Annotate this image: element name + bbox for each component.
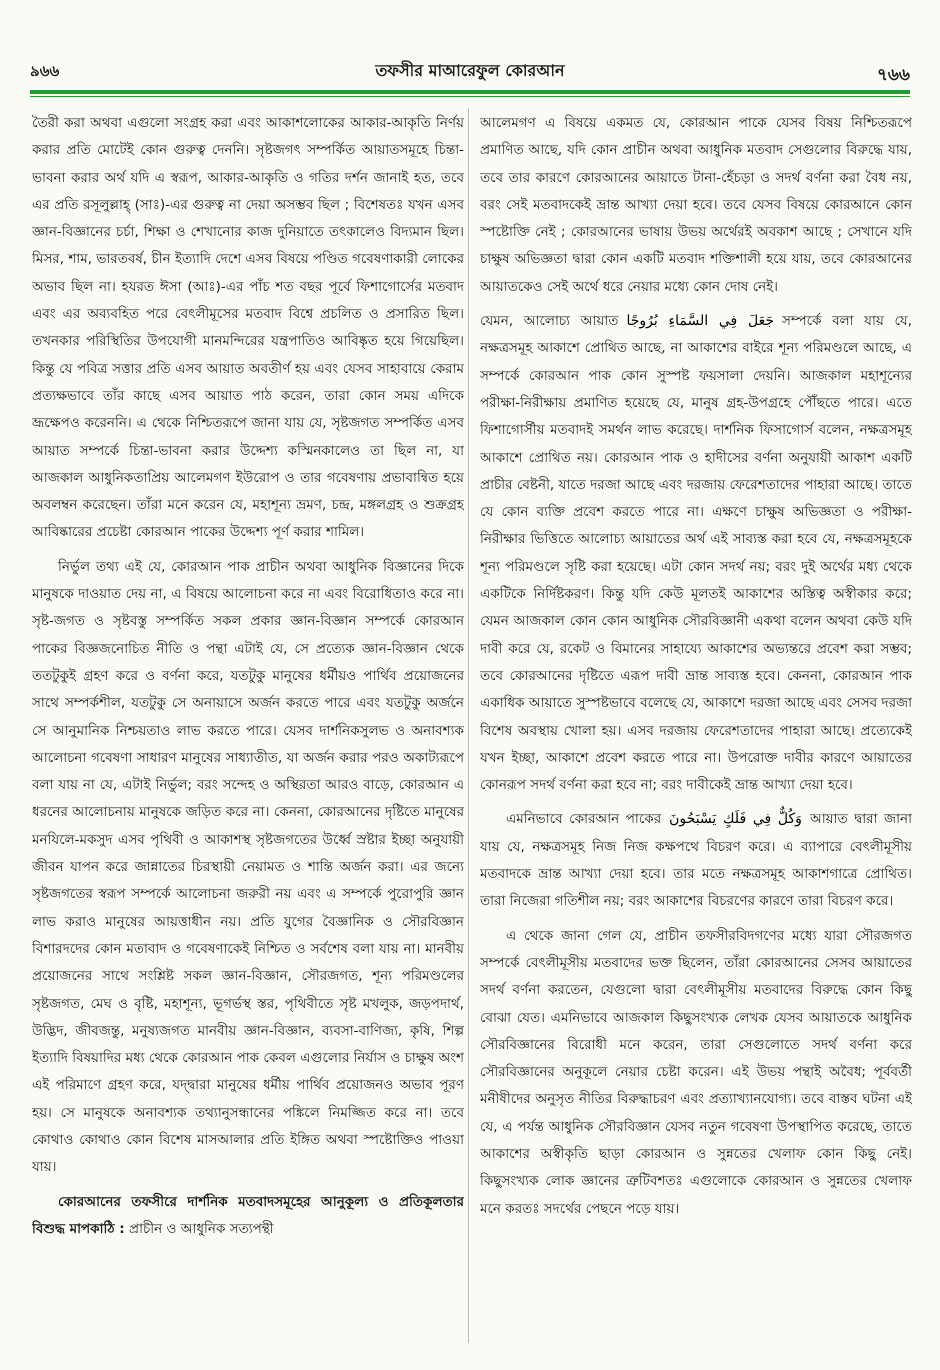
page-header xyxy=(30,56,910,86)
header-rule xyxy=(30,90,910,94)
column-divider xyxy=(468,108,469,1343)
right-paragraph-3-text: আয়াত দ্বারা জানা যায় যে, নক্ষত্রসমূহ নিজ নিজ কক্ষপথে বিচরণ করে। এ ব্যাপারে বেৎলীমূসীয় মতবাদকে ভ্রান্ত আখ্যা দেয়া হবে। তার মতে নক্ষত্রসমূহ আকাশগাত্রে প্রোথিত। তারা নিজেরা গতিশীল নয়; বরং আকাশের বিচরণের কারণে তারা বিচরণ করে। xyxy=(480,811,912,910)
running-title: তফসীর মাআরেফুল কোরআন xyxy=(375,61,565,80)
page-number-left: ৯৬৬ xyxy=(30,62,60,80)
left-paragraph-2: নির্ভুল তথ্য এই যে, কোরআন পাক প্রাচীন অথবা আধুনিক বিজ্ঞানের দিকে মানুষকে দাওয়াত দেয় না, এ বিষয়ে আলোচনা করে না এবং বিরোধিতাও করে না। সৃষ্ট-জগত ও সৃষ্টবস্তু সম্পর্কিত সকল প্রকার জ্ঞান-বিজ্ঞান সম্পর্কে কোরআন পাকের বিজ্ঞজনোচিত নীতি ও পন্থা এটাই যে, সে প্রত্যেক জ্ঞান-বিজ্ঞান থেকে ততটুকুই গ্রহণ করে ও বর্ণনা করে, যতটুকু মানুষের ধর্মীয়ও পার্থিব প্রয়োজনের সাথে সম্পর্কশীল, যতটুকু সে অনায়াসে অর্জন করতে পারে এবং যতটুকু অর্জনে সে আনুমানিক নিশ্চয়তাও লাভ করতে পারে। যেসব দার্শনিকসুলভ ও অনাবশ্যক আলোচনা গবেষণা সাধারণ মানুষের সাধ্যাতীত, যা অর্জন করার পরও অকাট্যরূপে বলা যায় না যে, এটাই নির্ভুল; বরং সন্দেহ ও অস্থিরতা আরও বাড়ে, কোরআন এ ধরনের আলোচনায় মানুষকে জড়িত করে না। কেননা, কোরআনের দৃষ্টিতে মানুষের মনযিলে-মকসুদ এসব পৃথিবী ও আকাশস্থ সৃষ্টজগতের উর্ধ্বে স্রষ্টার ইচ্ছা অনুযায়ী জীবন যাপন করে জান্নাতের চিরস্থায়ী নেয়ামত ও শান্তি অর্জন করা। এর জন্যে সৃষ্টজগতের স্বরূপ সম্পর্কে আলোচনা জরুরী নয় এবং এ সম্পর্কে পুরোপুরি জ্ঞান লাভ করাও মানুষের আয়ত্তাধীন নয়। প্রতি যুগের বৈজ্ঞানিক ও সৌরবিজ্ঞান বিশারদদের কোন মতাবাদ ও গবেষণাকেই নিশ্চিত ও সর্বশেষ বলা যায় না। মানবীয় প্রয়োজনের সাথে সংশ্লিষ্ট সকল জ্ঞান-বিজ্ঞান, সৌরজগত, শূন্য পরিমণ্ডলের সৃষ্টজগত, মেঘ ও বৃষ্টি, মহাশূন্য, ভূগর্ভস্থ স্তর, পৃথিবীতে সৃষ্ট মখলুক, জড়পদার্থ, উদ্ভিদ, জীবজন্তু, মনুষ্যজগত মানবীয় জ্ঞান-বিজ্ঞান, ব্যবসা-বাণিজ্য, কৃষি, শিল্প ইত্যাদি বিষয়াদির মধ্য থেকে কোরআন পাক কেবল এগুলোর নির্যাস ও চাক্ষুষ অংশ এই পরিমাণে গ্রহণ করে, যদ্দ্বারা মানুষের ধর্মীয় পার্থিব প্রয়োজনও অভাব পূরণ হয়। সে মানুষকে অনাবশ্যক তথ্যানুসন্ধানের পঙ্কিলে নিমজ্জিত করে না। তবে কোথাও কোথাও কোন বিশেষ মাসআলার প্রতি ইঙ্গিত অথবা স্পষ্টোক্তিও পাওয়া যায়। xyxy=(32,558,464,1176)
header-rule-thin xyxy=(30,96,910,97)
right-column xyxy=(480,110,912,1345)
right-paragraph-2 xyxy=(480,308,912,799)
right-paragraph-2-text: সম্পর্কে বলা যায় যে, নক্ষত্রসমূহ আকাশে প্রোথিত আছে, না আকাশের বাইরে শূন্য পরিমণ্ডলে আছে, এ সম্পর্কে কোরআন পাক কোন সুস্পষ্ট ফয়সালা দেয়নি। আজকাল মহাশূন্যের পরীক্ষা-নিরীক্ষায় প্রমাণিত হয়েছে যে, মানুষ গ্রহ-উপগ্রহে পৌঁছতে পারে। এতে ফিশাগোর্সীয় মতবাদই সমর্থন লাভ করেছে। দার্শনিক ফিসাগোর্স বলেন, নক্ষত্রসমূহ আকাশে প্রোথিত নয়। কোরআন পাক ও হাদীসের বর্ণনা অনুযায়ী আকাশ একটি প্রাচীর বেষ্টনী, যাতে দরজা আছে এবং দরজায় ফেরেশতাদের পাহারা আছে। তাতে যে কোন ব্যক্তি প্রবেশ করতে পারে না। এক্ষণে চাক্ষুষ অভিজ্ঞতা ও পরীক্ষা-নিরীক্ষার ভিত্তিতে আলোচ্য আয়াতের অর্থ এই সাব্যস্ত করা হবে যে, নক্ষত্রসমূহকে শূন্য পরিমণ্ডলে সৃষ্টি করা হয়েছে। এটা কোন সদর্থ নয়; বরং দুই অর্থের মধ্য থেকে একটিকে নির্দিষ্টকরণ। কিন্তু যদি কেউ মূলতই আকাশের অস্তিত্ব অস্বীকার করে; যেমন আজকাল কোন কোন আধুনিক সৌরবিজ্ঞানী একথা বলেন অথবা কেউ যদি দাবী করে যে, রকেট ও বিমানের সাহায্যে আকাশের অভ্যন্তরে প্রবেশ করা সম্ভব; তবে কোরআনের দৃষ্টিতে এরূপ দাবী ভ্রান্ত সাব্যস্ত হবে। কেননা, কোরআন পাক একাধিক আয়াতে সুস্পষ্টভাবে বলেছে যে, আকাশে দরজা আছে এবং সেসব দরজা বিশেষ অবস্থায় খোলা হয়। এসব দরজায় ফেরেশতাদের পাহারা আছে। প্রত্যেকেই যখন ইচ্ছা, আকাশে প্রবেশ করতে পারে না। উপরোক্ত দাবীর কারণে আয়াতের কোনরূপ সদর্থ বর্ণনা করা হবে না; বরং দাবীকেই ভ্রান্ত আখ্যা দেয়া হবে। xyxy=(480,313,912,794)
left-column xyxy=(32,110,464,1345)
page-number-right: ৭৬৬ xyxy=(876,65,910,85)
left-paragraph-3 xyxy=(32,1189,464,1244)
arabic-verse-1: جَعَلَ فِي السَّمَاءِ بُرُوجًا xyxy=(626,313,775,330)
right-paragraph-3-lead: এমনিভাবে কোরআন পাকের xyxy=(506,811,662,828)
left-paragraph-1: তৈরী করা অথবা এগুলো সংগ্রহ করা এবং আকাশলোকের আকার-আকৃতি নির্ণয় করার প্রতি মোটেই কোন গুরুত্ব দেননি। সৃষ্টজগৎ সম্পর্কিত আয়াতসমূহে চিন্তা-ভাবনা করার অর্থ যদি এ স্বরূপ, আকার-আকৃতি ও গতির দর্শন জানাই হত, তবে এর প্রতি রসূলুল্লাহ্ (সাঃ)-এর গুরুত্ব না দেয়া অসম্ভব ছিল ; বিশেষতঃ যখন এসব জ্ঞান-বিজ্ঞানের চর্চা, শিক্ষা ও শেখানোর কাজ দুনিয়াতে তৎকালেও বিদ্যমান ছিল। মিসর, শাম, ভারতবর্ষ, চীন ইত্যাদি দেশে এসব বিষয়ে পণ্ডিত গবেষণাকারী লোকের অভাব ছিল না। হযরত ঈসা (আঃ)-এর পাঁচ শত বছর পূর্বে ফিশাগোর্সের মতবাদ এবং এর অব্যবহিত পরে বেৎলীমূসের মতবাদ বিশ্বে প্রচলিত ও প্রসারিত ছিল। তখনকার পরিস্থিতির উপযোগী মানমন্দিরের যন্ত্রপাতিও আবিষ্কৃত হয়ে গিয়েছিল। কিন্তু যে পবিত্র সত্তার প্রতি এসব আয়াত অবতীর্ণ হয় এবং যেসব সাহাবায়ে কেরাম প্রত্যক্ষভাবে তাঁর কাছে এসব আয়াত পাঠ করেন, তারা কোন সময় এদিকে ভ্রূক্ষেপও করেননি। এ থেকে নিশ্চিতরূপে জানা যায় যে, সৃষ্টজগত সম্পর্কিত এসব আয়াত সম্পর্কে চিন্তা-ভাবনা করার উদ্দেশ্য কস্মিনকালেও তা ছিল না, যা আজকাল আধুনিকতাপ্রিয় আলেমগণ ইউরোপ ও তার গবেষণায় প্রভাবান্বিত হয়ে অবলম্বন করেছেন। তাঁরা মনে করেন যে, মহাশূন্য ভ্রমণ, চন্দ্র, মঙ্গলগ্রহ ও শুক্রগ্রহ আবিষ্কারের প্রচেষ্টা কোরআন পাকের উদ্দেশ্য পূর্ণ করার শামিল। xyxy=(32,115,464,541)
left-paragraph-3-text: প্রাচীন ও আধুনিক সত্যপন্থী xyxy=(129,1220,274,1237)
right-paragraph-4: এ থেকে জানা গেল যে, প্রাচীন তফসীরবিদগণের মধ্যে যারা সৌরজগত সম্পর্কে বেৎলীমূসীয় মতবাদের ভক্ত ছিলেন, তাঁরা কোরআনের সেসব আয়াতের সদর্থ বর্ণনা করতেন, যেগুলো দ্বারা বেৎলীমূসীয় মতবাদের বিরুদ্ধে কোন কিছু বোঝা যেত। এমনিভাবে আজকাল কিছুসংখ্যক লেখক যেসব আয়াতকে আধুনিক সৌরবিজ্ঞানের বিরোধী মনে করেন, তারা সেগুলোতে সদর্থ বর্ণনা করে সৌরবিজ্ঞানের অনুকূলে নেয়ার চেষ্টা করেন। এই উভয় পন্থাই অবৈধ; পূর্ববর্তী মনীষীদের অনুসৃত নীতির বিরুদ্ধাচরণ এবং প্রত্যাখ্যানযোগ্য। তবে বাস্তব ঘটনা এই যে, এ পর্যন্ত আধুনিক সৌরবিজ্ঞান যেসব নতুন গবেষণা উপস্থাপিত করেছে, তাতে আকাশের অস্বীকৃতি ছাড়া কোরআন ও সুন্নতের খেলাফ কোন কিছু নেই। কিছুসংখ্যক লোক জ্ঞানের ত্রুটিবশতঃ এগুলোকে কোরআন ও সুন্নতের খেলাফ মনে করতঃ সদর্থের পেছনে পড়ে যায়। xyxy=(480,927,912,1217)
section-heading: কোরআনের তফসীরে দার্শনিক মতবাদসমূহের আনুকূল্য ও প্রতিকূলতার বিশুদ্ধ মাপকাঠি : xyxy=(32,1193,464,1237)
arabic-verse-2: وَكُلٌّ فِي فَلَكٍ يَسْبَحُونَ xyxy=(669,811,802,828)
right-paragraph-2-lead: যেমন, আলোচ্য আয়াত xyxy=(480,313,619,330)
right-paragraph-1: আলেমগণ এ বিষয়ে একমত যে, কোরআন পাকে যেসব বিষয় নিশ্চিতরূপে প্রমাণিত আছে, যদি কোন প্রাচীন অথবা আধুনিক মতবাদ সেগুলোর বিরুদ্ধে যায়, তবে তার কারণে কোরআনের আয়াতে টানা-হেঁচড়া ও সদর্থ বর্ণনা করা বৈধ নয়, বরং সেই মতবাদকেই ভ্রান্ত আখ্যা দেয়া হবে। তবে যেসব বিষয়ে কোরআনে কোন স্পষ্টোক্তি নেই ; কোরআনের ভাষায় উভয় অর্থেরই অবকাশ আছে ; সেখানে যদি চাক্ষুষ অভিজ্ঞতা দ্বারা কোন একটি মতবাদ শক্তিশালী হয়ে যায়, তবে কোরআনের আয়াতকেও সেই অর্থে ধরে নেয়ার মধ্যে কোন দোষ নেই। xyxy=(480,115,912,295)
right-paragraph-3 xyxy=(480,806,912,915)
